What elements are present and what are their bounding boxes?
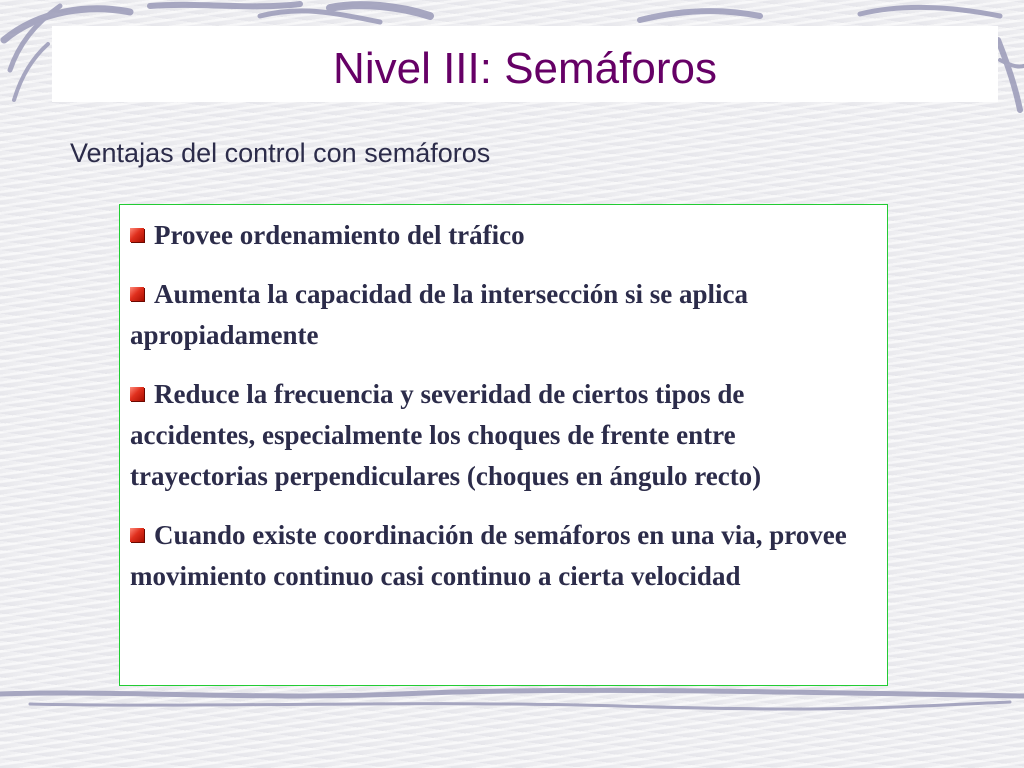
brush-stroke [0, 690, 1024, 696]
brush-stroke [640, 11, 760, 20]
bullet-text: Provee ordenamiento del tráfico [154, 220, 525, 250]
brush-stroke [998, 40, 1020, 110]
bullet-box [119, 204, 888, 686]
brush-stroke [30, 702, 1010, 709]
square-bullet-icon [130, 528, 144, 542]
square-bullet-icon [130, 228, 144, 242]
slide-subtitle: Ventajas del control con semáforos [70, 138, 491, 168]
bullet-list [130, 215, 873, 597]
brush-stroke [1000, 60, 1024, 67]
bullet-text: Cuando existe coordinación de semáforos en una via, provee movimiento continuo casi continuo a cierta velocidad [130, 520, 847, 591]
bullet-item [130, 274, 873, 356]
slide-title: Nivel III: Semáforos [333, 44, 717, 93]
square-bullet-icon [130, 287, 144, 301]
brush-stroke [260, 11, 380, 22]
square-bullet-icon [130, 387, 144, 401]
brush-stroke [860, 7, 1000, 16]
brush-stroke [150, 4, 300, 6]
bullet-item [130, 215, 873, 256]
bullet-text: Reduce la frecuencia y severidad de ciertos tipos de accidentes, especialmente los choques de frente entre trayectorias perpendiculares (choques en ángulo recto) [130, 379, 762, 491]
bullet-text: Aumenta la capacidad de la intersección si se aplica apropiadamente [130, 279, 748, 350]
bullet-item [130, 374, 873, 497]
bullet-item [130, 515, 873, 597]
